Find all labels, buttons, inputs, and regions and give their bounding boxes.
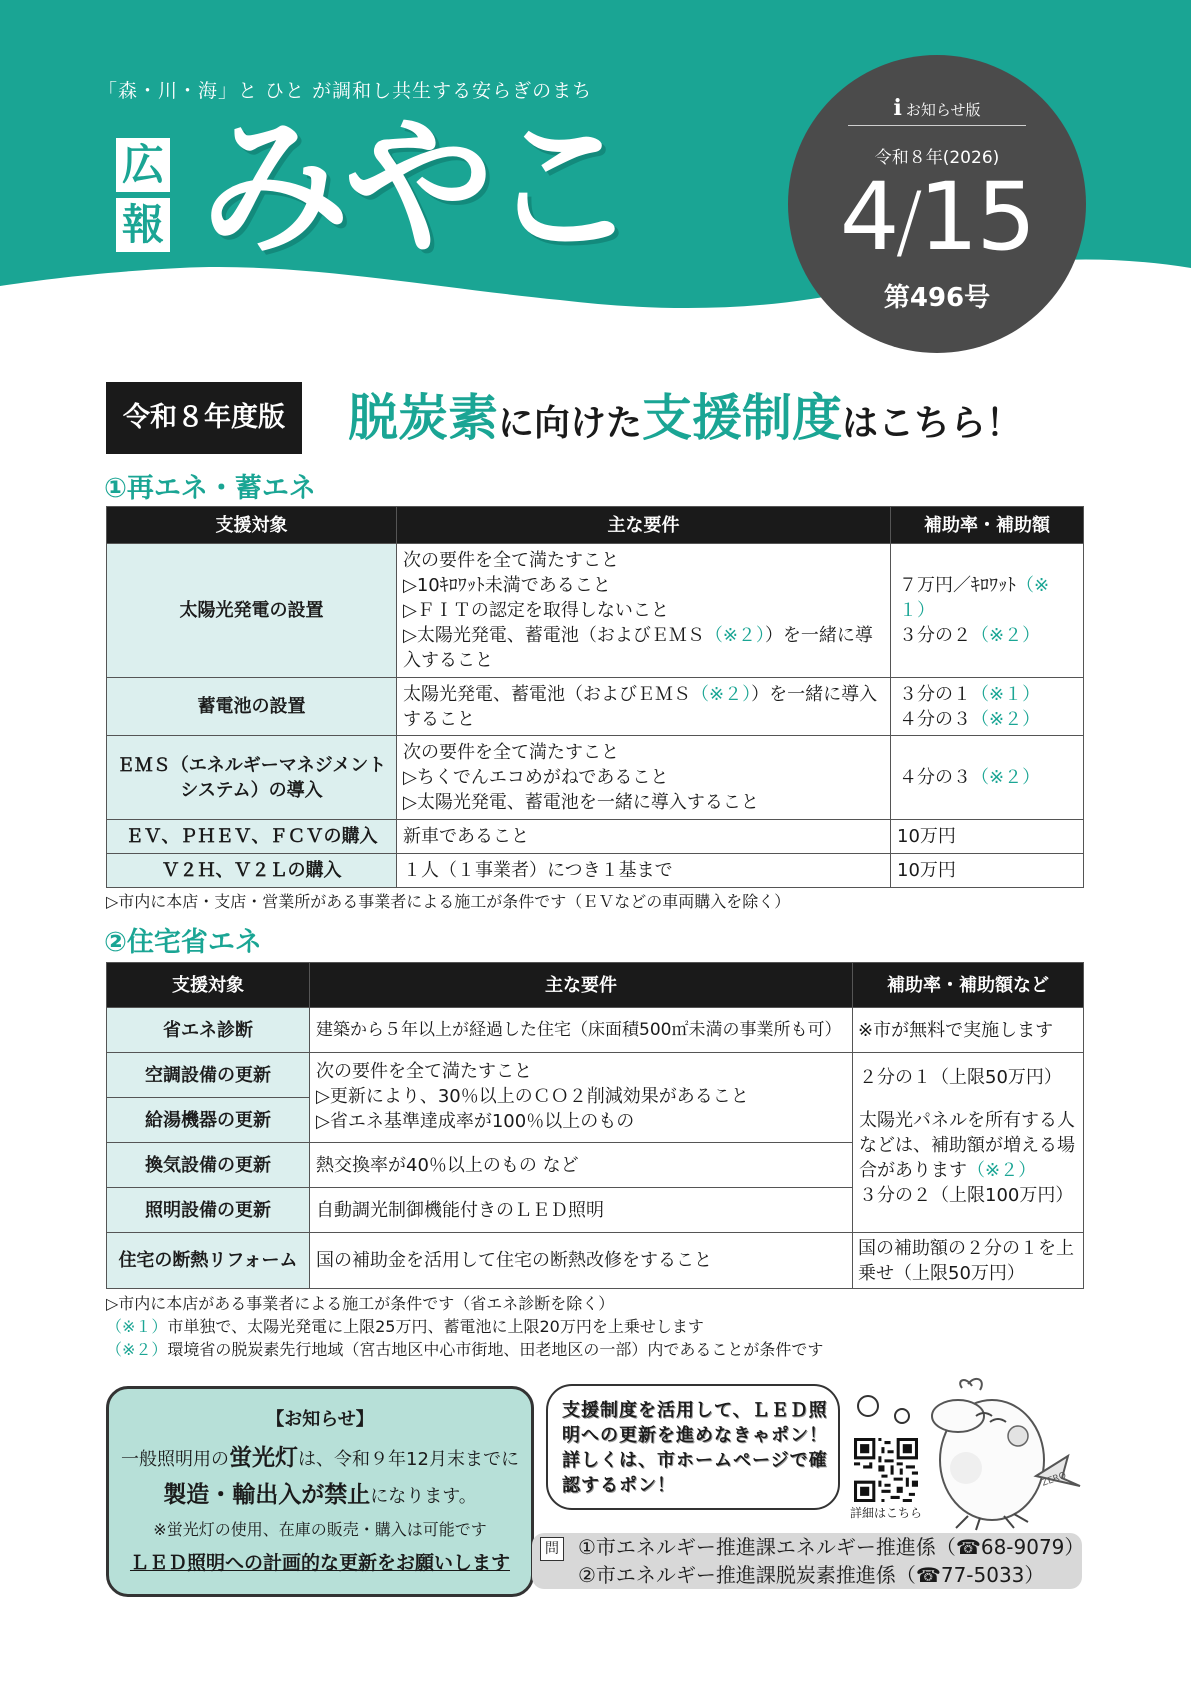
row-requirements: 熱交換率が40％以上のもの など [310, 1143, 853, 1188]
req-text: ）を一緒に導入すること [403, 625, 873, 671]
qr-caption: 詳細はこちら [850, 1506, 923, 1520]
badge-label-text: お知らせ版 [905, 101, 981, 119]
req-line: ▷太陽光発電、蓄電池を一緒に導入すること [403, 792, 759, 813]
req-line: ▷ＦＩＴの認定を取得しないこと [403, 600, 669, 621]
note-line [106, 1338, 1086, 1361]
date-badge [788, 55, 1086, 353]
note-text: 市単独で、太陽光発電に上限25万円、蓄電池に上限20万円を上乗せします [167, 1317, 704, 1336]
notice-emphasis: 蛍光灯 [229, 1445, 299, 1471]
row-amount: ※市が無料で実施します [853, 1008, 1084, 1053]
amount-text: ７万円／ｷﾛﾜｯﾄ [899, 575, 1016, 596]
section1-title: ①再エネ・蓄エネ [104, 473, 316, 504]
amount-line [899, 682, 1075, 707]
tagline: 「森・川・海」と ひと が調和し共生する安らぎのまち [98, 80, 593, 102]
amount-line [899, 707, 1075, 732]
mascot-tag: ZERO [1040, 1470, 1068, 1489]
req-line: ▷ちくでんエコめがねであること [403, 767, 669, 788]
issue-era: 令和８年(2026) [874, 148, 1000, 168]
row-requirements: １人（１事業者）につき１基まで [397, 854, 891, 888]
row-target: 太陽光発電の設置 [107, 544, 397, 678]
req-line: 次の要件を全て満たすこと [316, 1061, 532, 1082]
row-target: 住宅の断熱リフォーム [107, 1233, 310, 1289]
mascot-icon [928, 1376, 1088, 1532]
table-row [107, 736, 1084, 820]
row-amount [891, 544, 1084, 678]
badge-label [788, 95, 1086, 121]
footnote-mark: （※２） [691, 683, 752, 705]
inquiry-label: 問 [540, 1537, 564, 1561]
headline [348, 388, 1022, 454]
col-header-amount: 補助率・補助額 [891, 507, 1084, 544]
row-amount: 10万円 [891, 820, 1084, 854]
req-line: ▷10ｷﾛﾜｯﾄ未満であること [403, 575, 611, 596]
section2-title: ②住宅省エネ [104, 927, 262, 958]
footnote-mark: （※１） [971, 683, 1041, 705]
amount-text: ３分の１ [899, 683, 971, 705]
table-row [107, 1008, 1084, 1053]
footnote-mark: （※２） [971, 708, 1041, 730]
kouhou-char-2: 報 [116, 198, 170, 252]
req-line: 次の要件を全て満たすこと [403, 550, 619, 571]
notice-title: 【お知らせ】 [266, 1409, 374, 1430]
bubble-text: 支援制度を活用して、ＬＥＤ照明への更新を進めなきゃポン！詳しくは、市ホームページで確認するポン！ [562, 1400, 828, 1496]
kouhou-char-1: 広 [116, 138, 170, 192]
row-amount [891, 678, 1084, 736]
notice-box [106, 1386, 534, 1597]
row-requirements [397, 678, 891, 736]
col-header-target: 支援対象 [107, 963, 310, 1008]
table-row [107, 678, 1084, 736]
qr-code-icon[interactable] [854, 1438, 918, 1502]
row-requirements: 国の補助金を活用して住宅の断熱改修をすること [310, 1233, 853, 1289]
note-line: ▷市内に本店がある事業者による施工が条件です（省エネ診断を除く） [106, 1294, 615, 1313]
req-line [403, 623, 884, 673]
date-slash: / [895, 175, 921, 268]
row-target: ＥＭＳ（エネルギーマネジメントシステム）の導入 [107, 736, 397, 820]
badge-divider [848, 125, 1026, 126]
amount-line: ３分の２（上限100万円） [859, 1185, 1074, 1206]
row-amount: 10万円 [891, 854, 1084, 888]
amount-text: ４分の３ [899, 767, 971, 788]
thought-dots [852, 1390, 912, 1430]
info-icon: i [893, 95, 902, 121]
amount-line [899, 573, 1075, 623]
table-row [107, 854, 1084, 888]
row-requirements: 新車であること [397, 820, 891, 854]
notice-text: は、令和９年12月末までに [298, 1449, 519, 1470]
col-header-target: 支援対象 [107, 507, 397, 544]
row-target: ＥＶ、ＰＨＥＶ、ＦＣＶの購入 [107, 820, 397, 854]
row-requirements [397, 544, 891, 678]
contact-box [532, 1533, 1085, 1589]
table-row [107, 1053, 1084, 1098]
table-row [107, 1233, 1084, 1289]
notice-text: 一般照明用の [121, 1449, 230, 1470]
footnote-mark: （※１） [106, 1317, 168, 1336]
issue-month: 4 [839, 163, 898, 272]
footnote-mark: （※２） [971, 767, 1041, 788]
row-amount [891, 736, 1084, 820]
note-line [106, 1315, 1086, 1338]
edition-label: 令和８年度版 [106, 382, 302, 454]
footnote-mark: （※２） [704, 625, 765, 646]
issue-day: 15 [918, 163, 1035, 272]
headline-part4: はこちら！ [842, 403, 1023, 444]
row-requirements: 建築から５年以上が経過した住宅（床面積500㎡未満の事業所も可） [310, 1008, 853, 1053]
footnote-mark: （※１） [899, 575, 1050, 621]
req-line: 次の要件を全て満たすこと [403, 742, 619, 763]
table-row [107, 544, 1084, 678]
req-line: ▷更新により、30％以上のＣＯ２削減効果があること [316, 1086, 749, 1107]
footnote-mark: （※２） [106, 1340, 168, 1359]
row-target: 照明設備の更新 [107, 1188, 310, 1233]
footnote-mark: （※２） [971, 625, 1041, 646]
col-header-requirements: 主な要件 [397, 507, 891, 544]
amount-text: ４分の３ [899, 708, 971, 730]
amount-text: ３分の２ [899, 625, 971, 646]
notice-text: になります。 [370, 1486, 477, 1507]
table-header-row [107, 507, 1084, 544]
merged-amount [853, 1053, 1084, 1233]
spacer [859, 1090, 1077, 1108]
amount-line [859, 1108, 1077, 1183]
req-text: ）を一緒に導入すること [403, 683, 878, 730]
row-target: 換気設備の更新 [107, 1143, 310, 1188]
req-text: ▷太陽光発電、蓄電池（およびＥＭＳ [403, 625, 705, 646]
table-header-row [107, 963, 1084, 1008]
renewables-table [106, 506, 1084, 888]
amount-line: ２分の１（上限50万円） [859, 1067, 1062, 1088]
home-efficiency-table [106, 962, 1084, 1289]
row-requirements [397, 736, 891, 820]
issue-number: 第496号 [883, 283, 991, 313]
section1-note: ▷市内に本店・支店・営業所がある事業者による施工が条件です（ＥＶなどの車両購入を除く） [106, 892, 791, 911]
headline-part1: 脱炭素 [348, 389, 498, 447]
headline-part3: 支援制度 [642, 389, 843, 447]
footnote-mark: （※２） [967, 1160, 1037, 1181]
col-header-requirements: 主な要件 [310, 963, 853, 1008]
contact-line-1: ①市エネルギー推進課エネルギー推進係（☎68‐9079） [578, 1535, 1085, 1559]
row-requirements: 自動調光制御機能付きのＬＥＤ照明 [310, 1188, 853, 1233]
amount-text: 太陽光パネルを所有する人などは、補助額が増える場合があります [859, 1110, 1075, 1181]
notice-line [109, 1439, 531, 1472]
row-target: 蓄電池の設置 [107, 678, 397, 736]
req-line: ▷省エネ基準達成率が100％以上のもの [316, 1111, 635, 1132]
row-target: 給湯機器の更新 [107, 1098, 310, 1143]
notice-callout: ＬＥＤ照明への計画的な更新をお願いします [129, 1552, 510, 1574]
contact-line-2: ②市エネルギー推進課脱炭素推進係（☎77‐5033） [578, 1563, 1045, 1587]
row-amount: 国の補助額の２分の１を上乗せ（上限50万円） [853, 1233, 1084, 1289]
mascot-speech-bubble [546, 1384, 840, 1510]
row-target: 省エネ診断 [107, 1008, 310, 1053]
merged-requirements [310, 1053, 853, 1143]
amount-line [899, 623, 1075, 648]
note-text: 環境省の脱炭素先行地域（宮古地区中心市街地、田老地区の一部）内であることが条件です [167, 1340, 824, 1359]
req-text: 太陽光発電、蓄電池（およびＥＭＳ [403, 683, 691, 705]
kouhou-mark [116, 138, 170, 258]
row-target: Ｖ２Ｈ、Ｖ２Ｌの購入 [107, 854, 397, 888]
magazine-title: みやこ [200, 101, 633, 275]
section2-notes [106, 1292, 1086, 1361]
notice-line: ※蛍光灯の使用、在庫の販売・購入は可能です [153, 1520, 487, 1539]
col-header-amount: 補助率・補助額など [853, 963, 1084, 1008]
issue-date [788, 163, 1086, 277]
headline-part2: に向けた [498, 403, 643, 444]
row-target: 空調設備の更新 [107, 1053, 310, 1098]
table-row [107, 820, 1084, 854]
notice-emphasis: 製造・輸出入が禁止 [163, 1482, 371, 1508]
notice-line [109, 1476, 531, 1509]
